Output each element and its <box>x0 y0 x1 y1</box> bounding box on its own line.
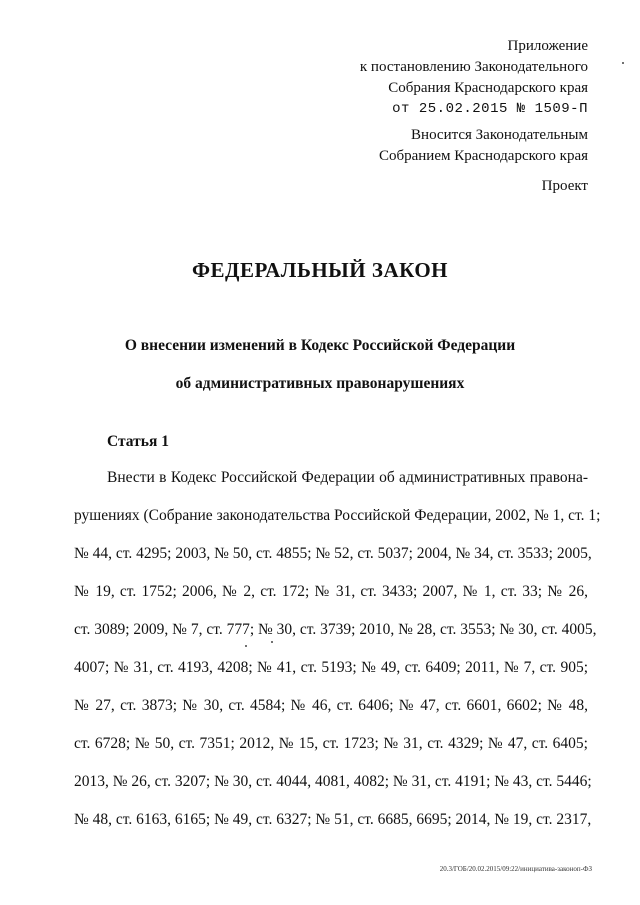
annex-date-number: от 25.02.2015 № 1509-П <box>392 101 588 117</box>
article-text-line: № 48, ст. 6163, 6165; № 49, ст. 6327; № 51, ст. 6685, 6695; 2014, № 19, ст. 2317, <box>74 811 592 828</box>
article-text-line: Внести в Кодекс Российской Федерации об административных правона- <box>107 469 588 486</box>
article-text-line: № 44, ст. 4295; 2003, № 50, ст. 4855; № 52, ст. 5037; 2004, № 34, ст. 3533; 2005, <box>74 545 592 562</box>
article-text-line: ст. 6728; № 50, ст. 7351; 2012, № 15, ст. 1723; № 31, ст. 4329; № 47, ст. 6405; <box>74 735 588 752</box>
annex-line-3: Собрания Краснодарского края <box>388 80 588 96</box>
article-heading: Статья 1 <box>107 433 169 450</box>
submitted-by-block <box>379 125 588 167</box>
law-subtitle-line-1: О внесении изменений в Кодекс Российской Федерации <box>124 337 516 354</box>
footer-file-code: 20.3/ГОБ/20.02.2015/09:22/инициатива-законоп-ФЗ <box>439 865 592 873</box>
scan-speck <box>245 645 247 647</box>
submitted-line-2: Собранием Краснодарского края <box>378 148 588 164</box>
law-title: ФЕДЕРАЛЬНЫЙ ЗАКОН <box>192 258 448 282</box>
draft-label: Проект <box>541 178 588 194</box>
article-text-line: № 27, ст. 3873; № 30, ст. 4584; № 46, ст. 6406; № 47, ст. 6601, 6602; № 48, <box>74 697 588 714</box>
annex-line-1: Приложение <box>507 38 588 54</box>
annex-block <box>360 36 588 120</box>
scan-speck <box>271 641 273 643</box>
article-text-line: 2013, № 26, ст. 3207; № 30, ст. 4044, 4081, 4082; № 31, ст. 4191; № 43, ст. 5446; <box>74 773 592 790</box>
article-text-line: № 19, ст. 1752; 2006, № 2, ст. 172; № 31, ст. 3433; 2007, № 1, ст. 33; № 26, <box>74 583 588 600</box>
article-text-line: ст. 3089; 2009, № 7, ст. 777; № 30, ст. 3739; 2010, № 28, ст. 3553; № 30, ст. 4005, <box>74 621 597 638</box>
article-text-line: рушениях (Собрание законодательства Российской Федерации, 2002, № 1, ст. 1; <box>74 507 601 524</box>
scan-speck <box>622 62 624 64</box>
article-text-line: 4007; № 31, ст. 4193, 4208; № 41, ст. 5193; № 49, ст. 6409; 2011, № 7, ст. 905; <box>74 659 588 676</box>
submitted-line-1: Вносится Законодательным <box>411 127 588 143</box>
law-subtitle-line-2: об административных правонарушениях <box>175 375 465 392</box>
annex-line-2: к постановлению Законодательного <box>359 59 588 75</box>
